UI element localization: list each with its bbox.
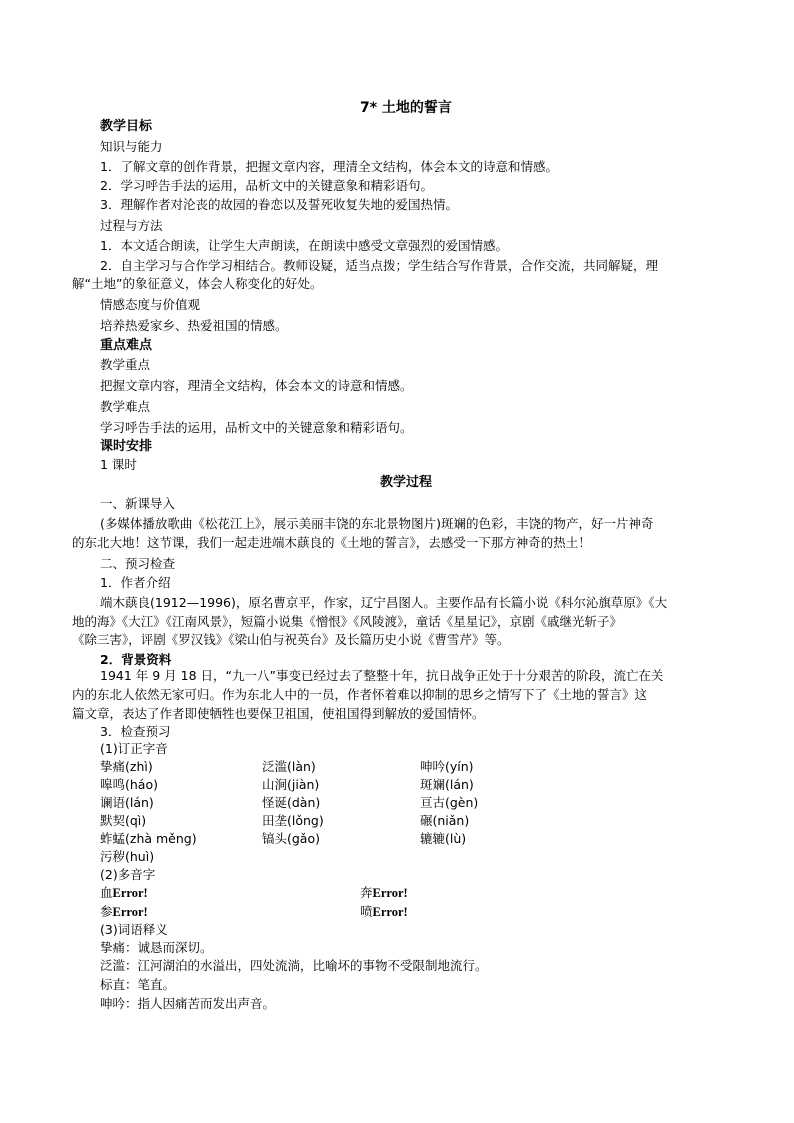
pronunciation-item: 斑斓(lán)	[420, 777, 474, 792]
error-text: Error!	[372, 886, 408, 900]
knowledge-item-3: 3．理解作者对沦丧的故园的眷恋以及誓死收复失地的爱国热情。	[100, 197, 458, 212]
heading-process: 教学过程	[380, 475, 433, 490]
difficulty-label: 教学难点	[100, 399, 151, 414]
polyphone-char: 奔	[360, 885, 373, 900]
polyphone-char: 参	[100, 904, 113, 919]
check-label: 3．检查预习	[100, 724, 171, 739]
polyphone-char: 喷	[360, 904, 373, 919]
vocab-item: 泛滥：江河湖泊的水溢出，四处流淌，比喻坏的事物不受限制地流行。	[100, 958, 488, 973]
process-item-2-line2: 解“土地”的象征意义，体会人称变化的好处。	[72, 276, 323, 291]
polyphone-label: (2)多音字	[100, 867, 156, 882]
process-item-2-line1: 2．自主学习与合作学习相结合。教师设疑，适当点拨；学生结合写作背景，合作交流，共同解疑，理	[100, 258, 658, 273]
lesson-title: 7* 土地的誓言	[360, 100, 452, 116]
author-label: 1．作者介绍	[100, 575, 171, 590]
heading-objectives: 教学目标	[100, 119, 153, 134]
heading-schedule: 课时安排	[100, 439, 153, 454]
polyphone-item	[100, 885, 148, 901]
pronunciation-label: (1)订正字音	[100, 741, 168, 756]
polyphone-item	[360, 904, 408, 920]
background-line2: 内的东北人依然无家可归。作为东北人中的一员，作者怀着难以抑制的思乡之情写下了《土地的誓言》这	[72, 687, 648, 702]
error-text: Error!	[372, 905, 408, 919]
knowledge-item-1: 1．了解文章的创作背景，把握文章内容，理清全文结构，体会本文的诗意和情感。	[100, 159, 558, 174]
part2-title: 二、预习检查	[100, 556, 176, 571]
pronunciation-item: 山涧(jiàn)	[262, 777, 320, 792]
pronunciation-item: 碾(niǎn)	[420, 813, 470, 828]
vocab-item: 标直：笔直。	[100, 977, 176, 992]
author-line3: 《除三害》，评剧《罗汉钱》《梁山伯与祝英台》及长篇历史小说《曹雪芹》等。	[72, 632, 510, 647]
polyphone-item	[100, 904, 148, 920]
pronunciation-item: 污秽(huì)	[100, 849, 155, 864]
process-method-label: 过程与方法	[100, 218, 163, 233]
background-line3: 篇文章，表达了作者即使牺牲也要保卫祖国，使祖国得到解放的爱国情怀。	[72, 706, 485, 721]
emotion-item: 培养热爱家乡、热爱祖国的情感。	[100, 318, 288, 333]
pronunciation-item: 泛滥(làn)	[262, 759, 316, 774]
pronunciation-item: 挚痛(zhì)	[100, 759, 153, 774]
schedule-text: 1 课时	[100, 457, 137, 472]
error-text: Error!	[112, 886, 148, 900]
pronunciation-item: 谰语(lán)	[100, 795, 154, 810]
focus-text: 把握文章内容，理清全文结构，体会本文的诗意和情感。	[100, 378, 413, 393]
pronunciation-item: 蚱蜢(zhà měng)	[100, 831, 197, 846]
emotion-label: 情感态度与价值观	[100, 297, 201, 312]
part1-title: 一、新课导入	[100, 496, 176, 511]
pronunciation-item: 田垄(lǒng)	[262, 813, 324, 828]
background-line1: 1941 年 9 月 18 日，“九一八”事变已经过去了整整十年，抗日战争正处于十分艰苦的阶段，流亡在关	[100, 668, 664, 683]
pronunciation-item: 亘古(gèn)	[420, 795, 479, 810]
heading-key-points: 重点难点	[100, 338, 153, 353]
difficulty-text: 学习呼告手法的运用，品析文中的关键意象和精彩语句。	[100, 420, 413, 435]
focus-label: 教学重点	[100, 357, 151, 372]
vocab-item: 挚痛：诚恳而深切。	[100, 940, 213, 955]
polyphone-char: 血	[100, 885, 113, 900]
vocab-label: (3)词语释义	[100, 922, 168, 937]
author-line1: 端木蕻良(1912—1996)，原名曹京平，作家，辽宁昌图人。主要作品有长篇小说《科尔沁旗草原》《大	[100, 595, 668, 610]
background-label: 2．背景资料	[100, 652, 172, 667]
pronunciation-item: 辘辘(lù)	[420, 831, 467, 846]
vocab-item: 呻吟：指人因痛苦而发出声音。	[100, 996, 276, 1011]
knowledge-label: 知识与能力	[100, 139, 163, 154]
author-line2: 地的海》《大江》《江南风景》，短篇小说集《憎恨》《风陵渡》，童话《星星记》，京剧《戚继光斩子》	[72, 614, 623, 629]
pronunciation-item: 默契(qì)	[100, 813, 147, 828]
pronunciation-item: 呻吟(yín)	[420, 759, 474, 774]
knowledge-item-2: 2．学习呼告手法的运用，品析文中的关键意象和精彩语句。	[100, 178, 433, 193]
error-text: Error!	[112, 905, 148, 919]
pronunciation-item: 嗥鸣(háo)	[100, 777, 158, 792]
process-item-1: 1．本文适合朗读，让学生大声朗读，在朗读中感受文章强烈的爱国情感。	[100, 238, 508, 253]
part1-line2: 的东北大地！这节课，我们一起走进端木蕻良的《土地的誓言》，去感受一下那方神奇的热土！	[72, 535, 591, 550]
polyphone-item	[360, 885, 408, 901]
pronunciation-item: 镐头(gǎo)	[262, 831, 320, 846]
pronunciation-item: 怪诞(dàn)	[262, 795, 321, 810]
part1-line1: (多媒体播放歌曲《松花江上》，展示美丽丰饶的东北景物图片)斑斓的色彩，丰饶的物产，好一片神奇	[100, 516, 654, 531]
